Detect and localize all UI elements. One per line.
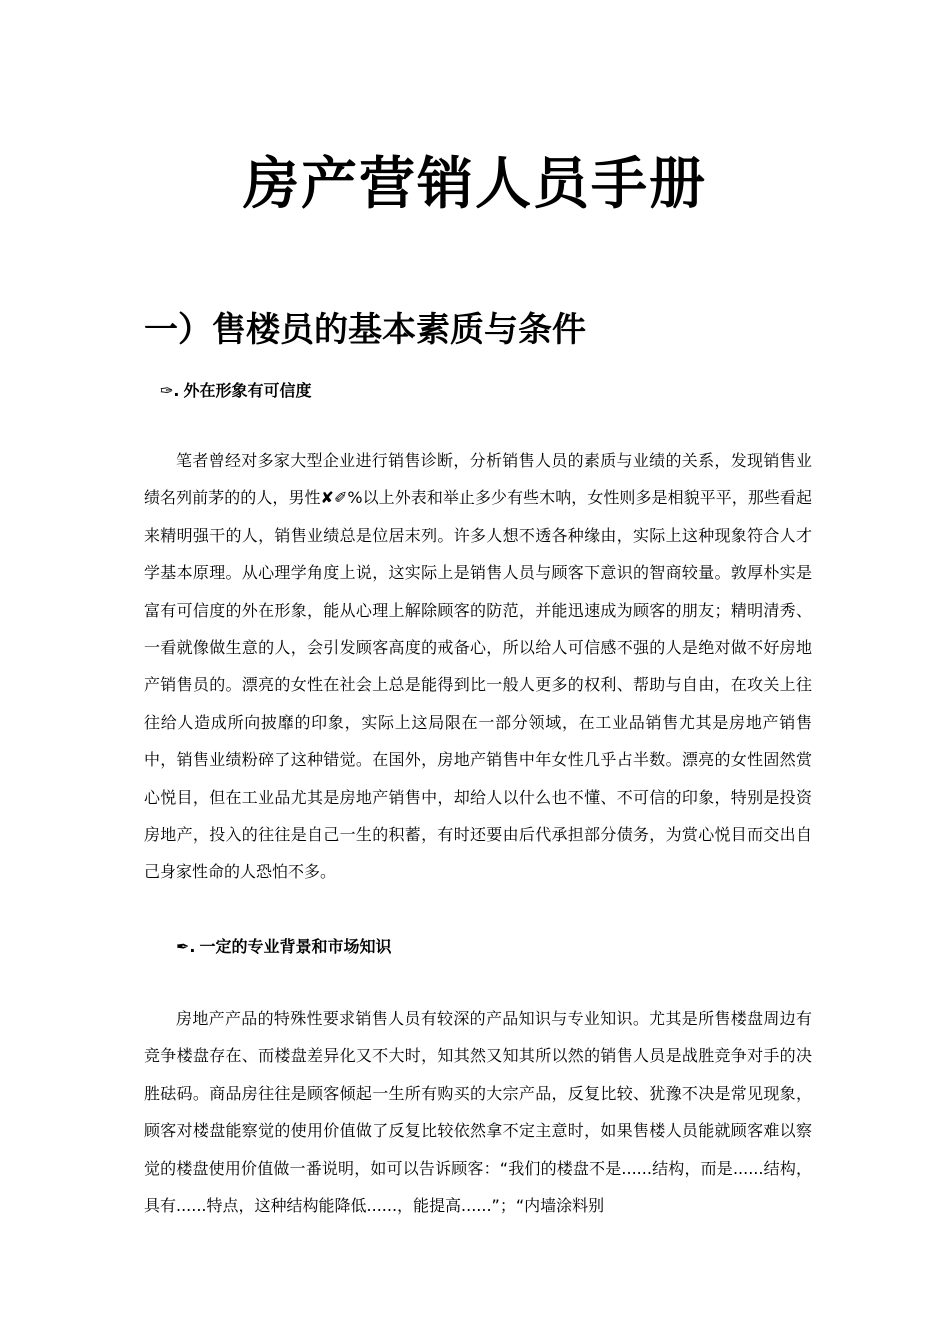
section-heading: 一）售楼员的基本素质与条件	[144, 310, 586, 350]
subsection-heading-2	[176, 934, 392, 957]
bullet-marker-2: ✒.	[176, 937, 196, 956]
subsection-heading-1-text: 外在形象有可信度	[183, 381, 312, 400]
paragraph-2: 房地产产品的特殊性要求销售人员有较深的产品知识与专业知识。尤其是所售楼盘周边有竞争楼盘存在、而楼盘差异化又不大时，知其然又知其所以然的销售人员是战胜竞争对手的决胜砝码。商品房往往是顾客倾起一生所有购买的大宗产品，反复比较、犹豫不决是常见现象，顾客对楼盘能察觉的使用价值做了反复比较依然拿不定主意时，如果售楼人员能就顾客难以察觉的楼盘使用价值做一番说明，如可以告诉顾客：“我们的楼盘不是......结构，而是......结构，具有......特点，这种结构能降低......，能提高......”；“内墙涂料别	[144, 1009, 812, 1216]
document-title: 房产营销人员手册	[243, 152, 707, 217]
paragraph-1: 笔者曾经对多家大型企业进行销售诊断，分析销售人员的素质与业绩的关系，发现销售业绩名列前茅的的人，男性✘✐%以上外表和举止多少有些木呐，女性则多是相貌平平，那些看起来精明强干的人，销售业绩总是位居末列。许多人想不透各种缘由，实际上这种现象符合人才学基本原理。从心理学角度上说，这实际上是销售人员与顾客下意识的智商较量。敦厚朴实是富有可信度的外在形象，能从心理上解除顾客的防范，并能迅速成为顾客的朋友；精明清秀、一看就像做生意的人，会引发顾客高度的戒备心，所以给人可信感不强的人是绝对做不好房地产销售员的。漂亮的女性在社会上总是能得到比一般人更多的权利、帮助与自由，在攻关上往往给人造成所向披靡的印象，实际上这局限在一部分领域，在工业品销售尤其是房地产销售中，销售业绩粉碎了这种错觉。在国外，房地产销售中年女性几乎占半数。漂亮的女性固然赏心悦目，但在工业品尤其是房地产销售中，却给人以什么也不懂、不可信的印象，特别是投资房地产，投入的往往是自己一生的积蓄，有时还要由后代承担部分债务，为赏心悦目而交出自己身家性命的人恐怕不多。	[144, 451, 812, 882]
bullet-marker-1: ✑.	[160, 381, 180, 400]
subsection-heading-2-text: 一定的专业背景和市场知识	[199, 937, 392, 956]
subsection-heading-1	[160, 378, 312, 401]
